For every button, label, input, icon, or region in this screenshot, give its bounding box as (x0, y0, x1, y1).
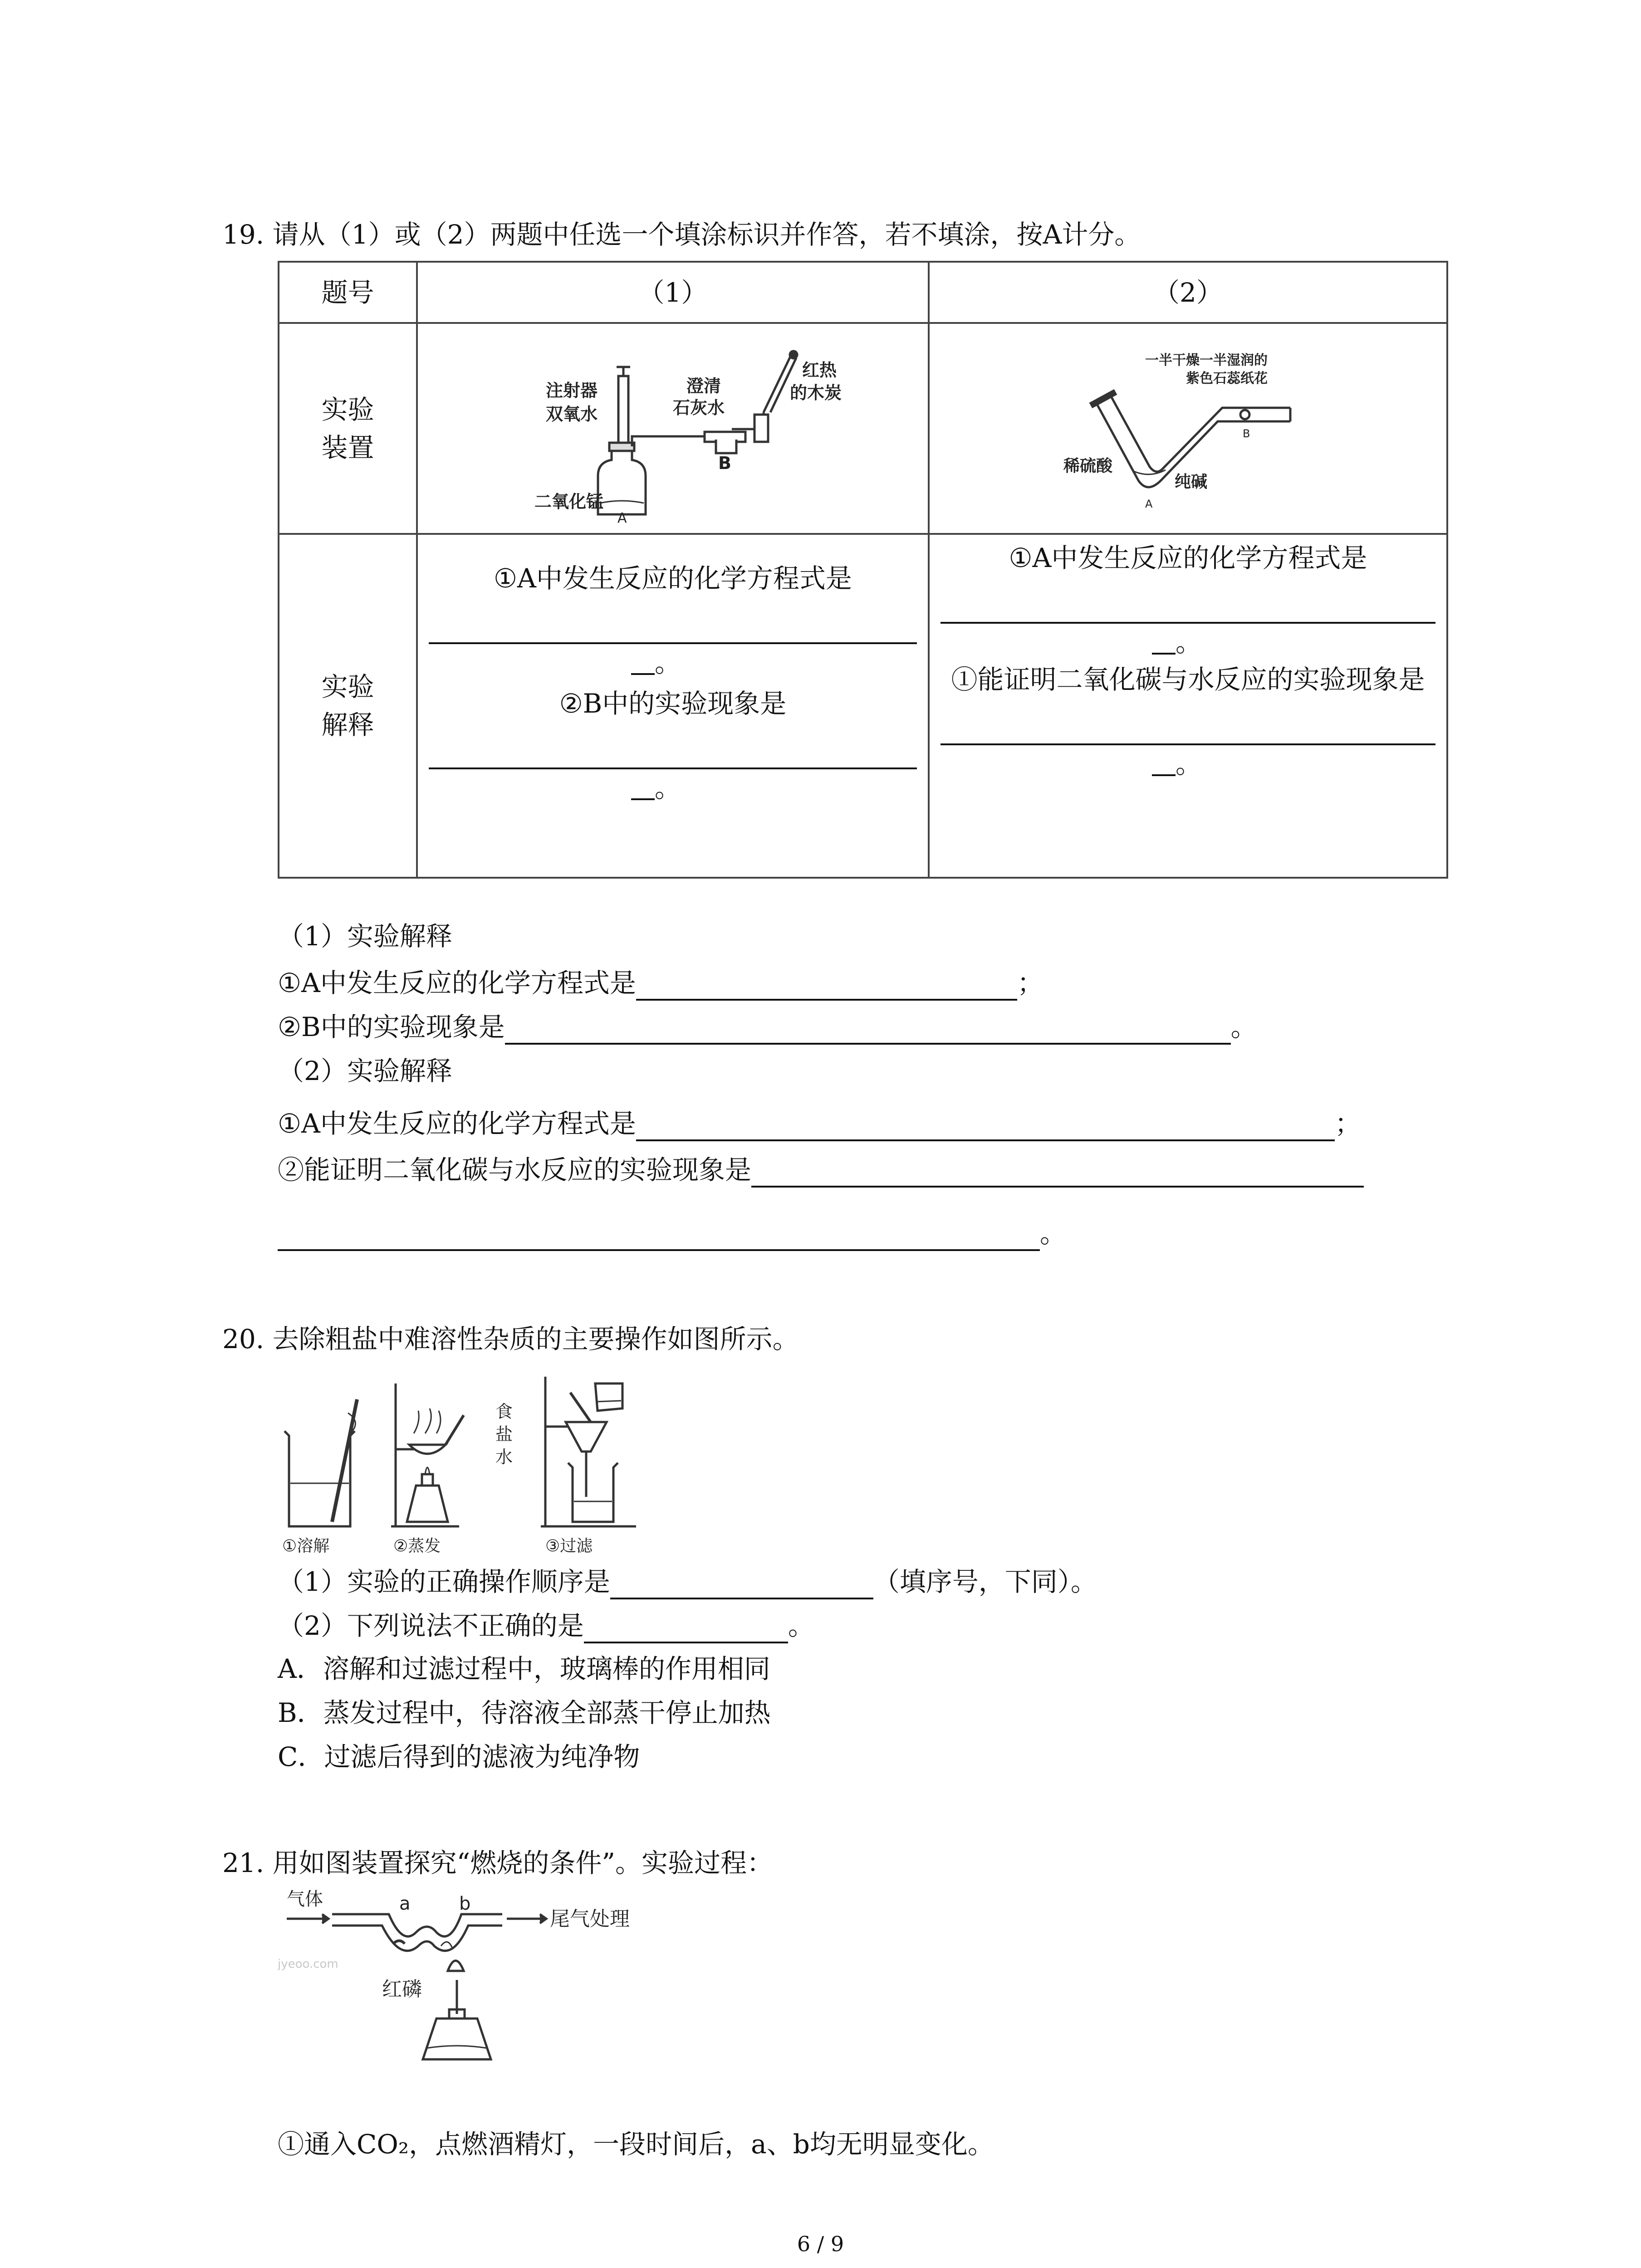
part2-q1-blank[interactable] (636, 1112, 1335, 1141)
part2-q2-cont: 。 (278, 1216, 1066, 1251)
row-label-apparatus: 实验装置 (279, 323, 417, 534)
svg-text:稀硫酸: 稀硫酸 (1063, 457, 1112, 475)
part2-q2-blank-2[interactable] (278, 1222, 1040, 1251)
svg-text:盐: 盐 (495, 1424, 513, 1444)
svg-text:a: a (399, 1893, 411, 1914)
part1-q2: ②B中的实验现象是 。 (278, 1009, 1257, 1045)
part2-q1: ①A中发生反应的化学方程式是 ； (278, 1106, 1361, 1141)
part1-q1-blank[interactable] (636, 972, 1017, 1001)
col1-q1-label: ①A中发生反应的化学方程式是 (494, 563, 852, 594)
svg-text:气体: 气体 (287, 1889, 323, 1910)
svg-text:①溶解: ①溶解 (282, 1537, 330, 1555)
q20-sub2: （2）下列说法不正确的是 。 (278, 1608, 814, 1643)
q20-option-c[interactable]: C．过滤后得到的滤液为纯净物 (278, 1741, 640, 1772)
svg-text:双氧水: 双氧水 (546, 404, 598, 424)
svg-text:红热: 红热 (802, 360, 837, 380)
svg-text:紫色石蕊纸花: 紫色石蕊纸花 (1185, 371, 1268, 386)
q19-table (278, 261, 1448, 879)
col1-q1-end: 。 (418, 644, 928, 681)
svg-text:纯碱: 纯碱 (1174, 473, 1207, 491)
svg-text:水: 水 (495, 1447, 513, 1467)
part2-q2: ②能证明二氧化碳与水反应的实验现象是 (278, 1152, 1364, 1188)
col2-q2-label: ①能证明二氧化碳与水反应的实验现象是 (951, 664, 1425, 695)
part2-q2-blank[interactable] (751, 1158, 1364, 1188)
svg-text:B: B (1242, 427, 1250, 440)
part1-title: （1）实验解释 (278, 921, 452, 952)
col2-q1-label: ①A中发生反应的化学方程式是 (1009, 543, 1367, 573)
col2-q2-blank[interactable] (941, 716, 1435, 745)
svg-text:A: A (1145, 498, 1152, 510)
svg-text:食: 食 (495, 1402, 513, 1422)
col2-q1-blank[interactable] (941, 595, 1435, 624)
svg-text:澄清: 澄清 (686, 376, 721, 396)
table-header-col1: （1） (417, 262, 929, 323)
table-header-number: 题号 (279, 262, 417, 323)
svg-text:A: A (617, 510, 627, 523)
explain-col2 (929, 534, 1447, 878)
col1-q1-blank[interactable] (429, 615, 917, 644)
col1-q2-blank[interactable] (429, 740, 917, 769)
svg-text:的木炭: 的木炭 (790, 383, 842, 403)
q20-stem: 20. 去除粗盐中难溶性杂质的主要操作如图所示。 (222, 1324, 799, 1354)
col1-q2-end: 。 (418, 769, 928, 807)
part1-q1: ①A中发生反应的化学方程式是 ； (278, 965, 1043, 1001)
apparatus-figure-1 (417, 323, 929, 534)
q21-step1: ①通入CO₂，点燃酒精灯，一段时间后，a、b均无明显变化。 (278, 2129, 994, 2160)
col2-q1-end: 。 (930, 624, 1446, 661)
svg-text:红磷: 红磷 (382, 1978, 422, 2001)
q20-sub1: （1）实验的正确操作顺序是 （填序号，下同）。 (278, 1564, 1097, 1599)
part2-title: （2）实验解释 (278, 1056, 452, 1086)
svg-text:b: b (459, 1893, 471, 1914)
v-tube-apparatus (932, 324, 1445, 523)
part1-q2-blank[interactable] (505, 1016, 1231, 1045)
svg-text:注射器: 注射器 (546, 381, 598, 401)
h2o2-charcoal-apparatus (419, 324, 927, 523)
q20-figure (278, 1365, 695, 1556)
svg-text:③过滤: ③过滤 (545, 1537, 593, 1555)
table-header-col2: （2） (929, 262, 1447, 323)
q21-stem: 21. 用如图装置探究“燃烧的条件”。实验过程： (222, 1848, 773, 1878)
apparatus-figure-2 (929, 323, 1447, 534)
q20-option-a[interactable]: A．溶解和过滤过程中，玻璃棒的作用相同 (278, 1653, 770, 1684)
explain-col1 (417, 534, 929, 878)
svg-text:jyeoo.com: jyeoo.com (278, 1957, 338, 1971)
q20-sub2-blank[interactable] (584, 1614, 788, 1643)
col1-q2-label: ②B中的实验现象是 (559, 688, 787, 719)
q21-figure (278, 1882, 740, 2064)
q20-sub1-blank[interactable] (610, 1570, 873, 1599)
q19-stem: 19. 请从（1）或（2）两题中任选一个填涂标识并作答，若不填涂，按A计分。 (222, 219, 1141, 250)
svg-text:石灰水: 石灰水 (673, 398, 725, 418)
col2-q2-end: 。 (930, 745, 1446, 782)
svg-text:一半干燥一半湿润的: 一半干燥一半湿润的 (1145, 352, 1268, 368)
salt-purification-figure (278, 1365, 695, 1556)
page-number: 6 / 9 (797, 2232, 844, 2256)
svg-text:尾气处理: 尾气处理 (550, 1907, 630, 1931)
svg-text:②蒸发: ②蒸发 (393, 1537, 441, 1555)
q20-option-b[interactable]: B．蒸发过程中，待溶液全部蒸干停止加热 (278, 1697, 771, 1728)
svg-text:B: B (718, 453, 731, 473)
svg-text:二氧化锰: 二氧化锰 (534, 492, 604, 512)
combustion-conditions-figure (278, 1882, 740, 2064)
row-label-explain: 实验解释 (279, 534, 417, 878)
